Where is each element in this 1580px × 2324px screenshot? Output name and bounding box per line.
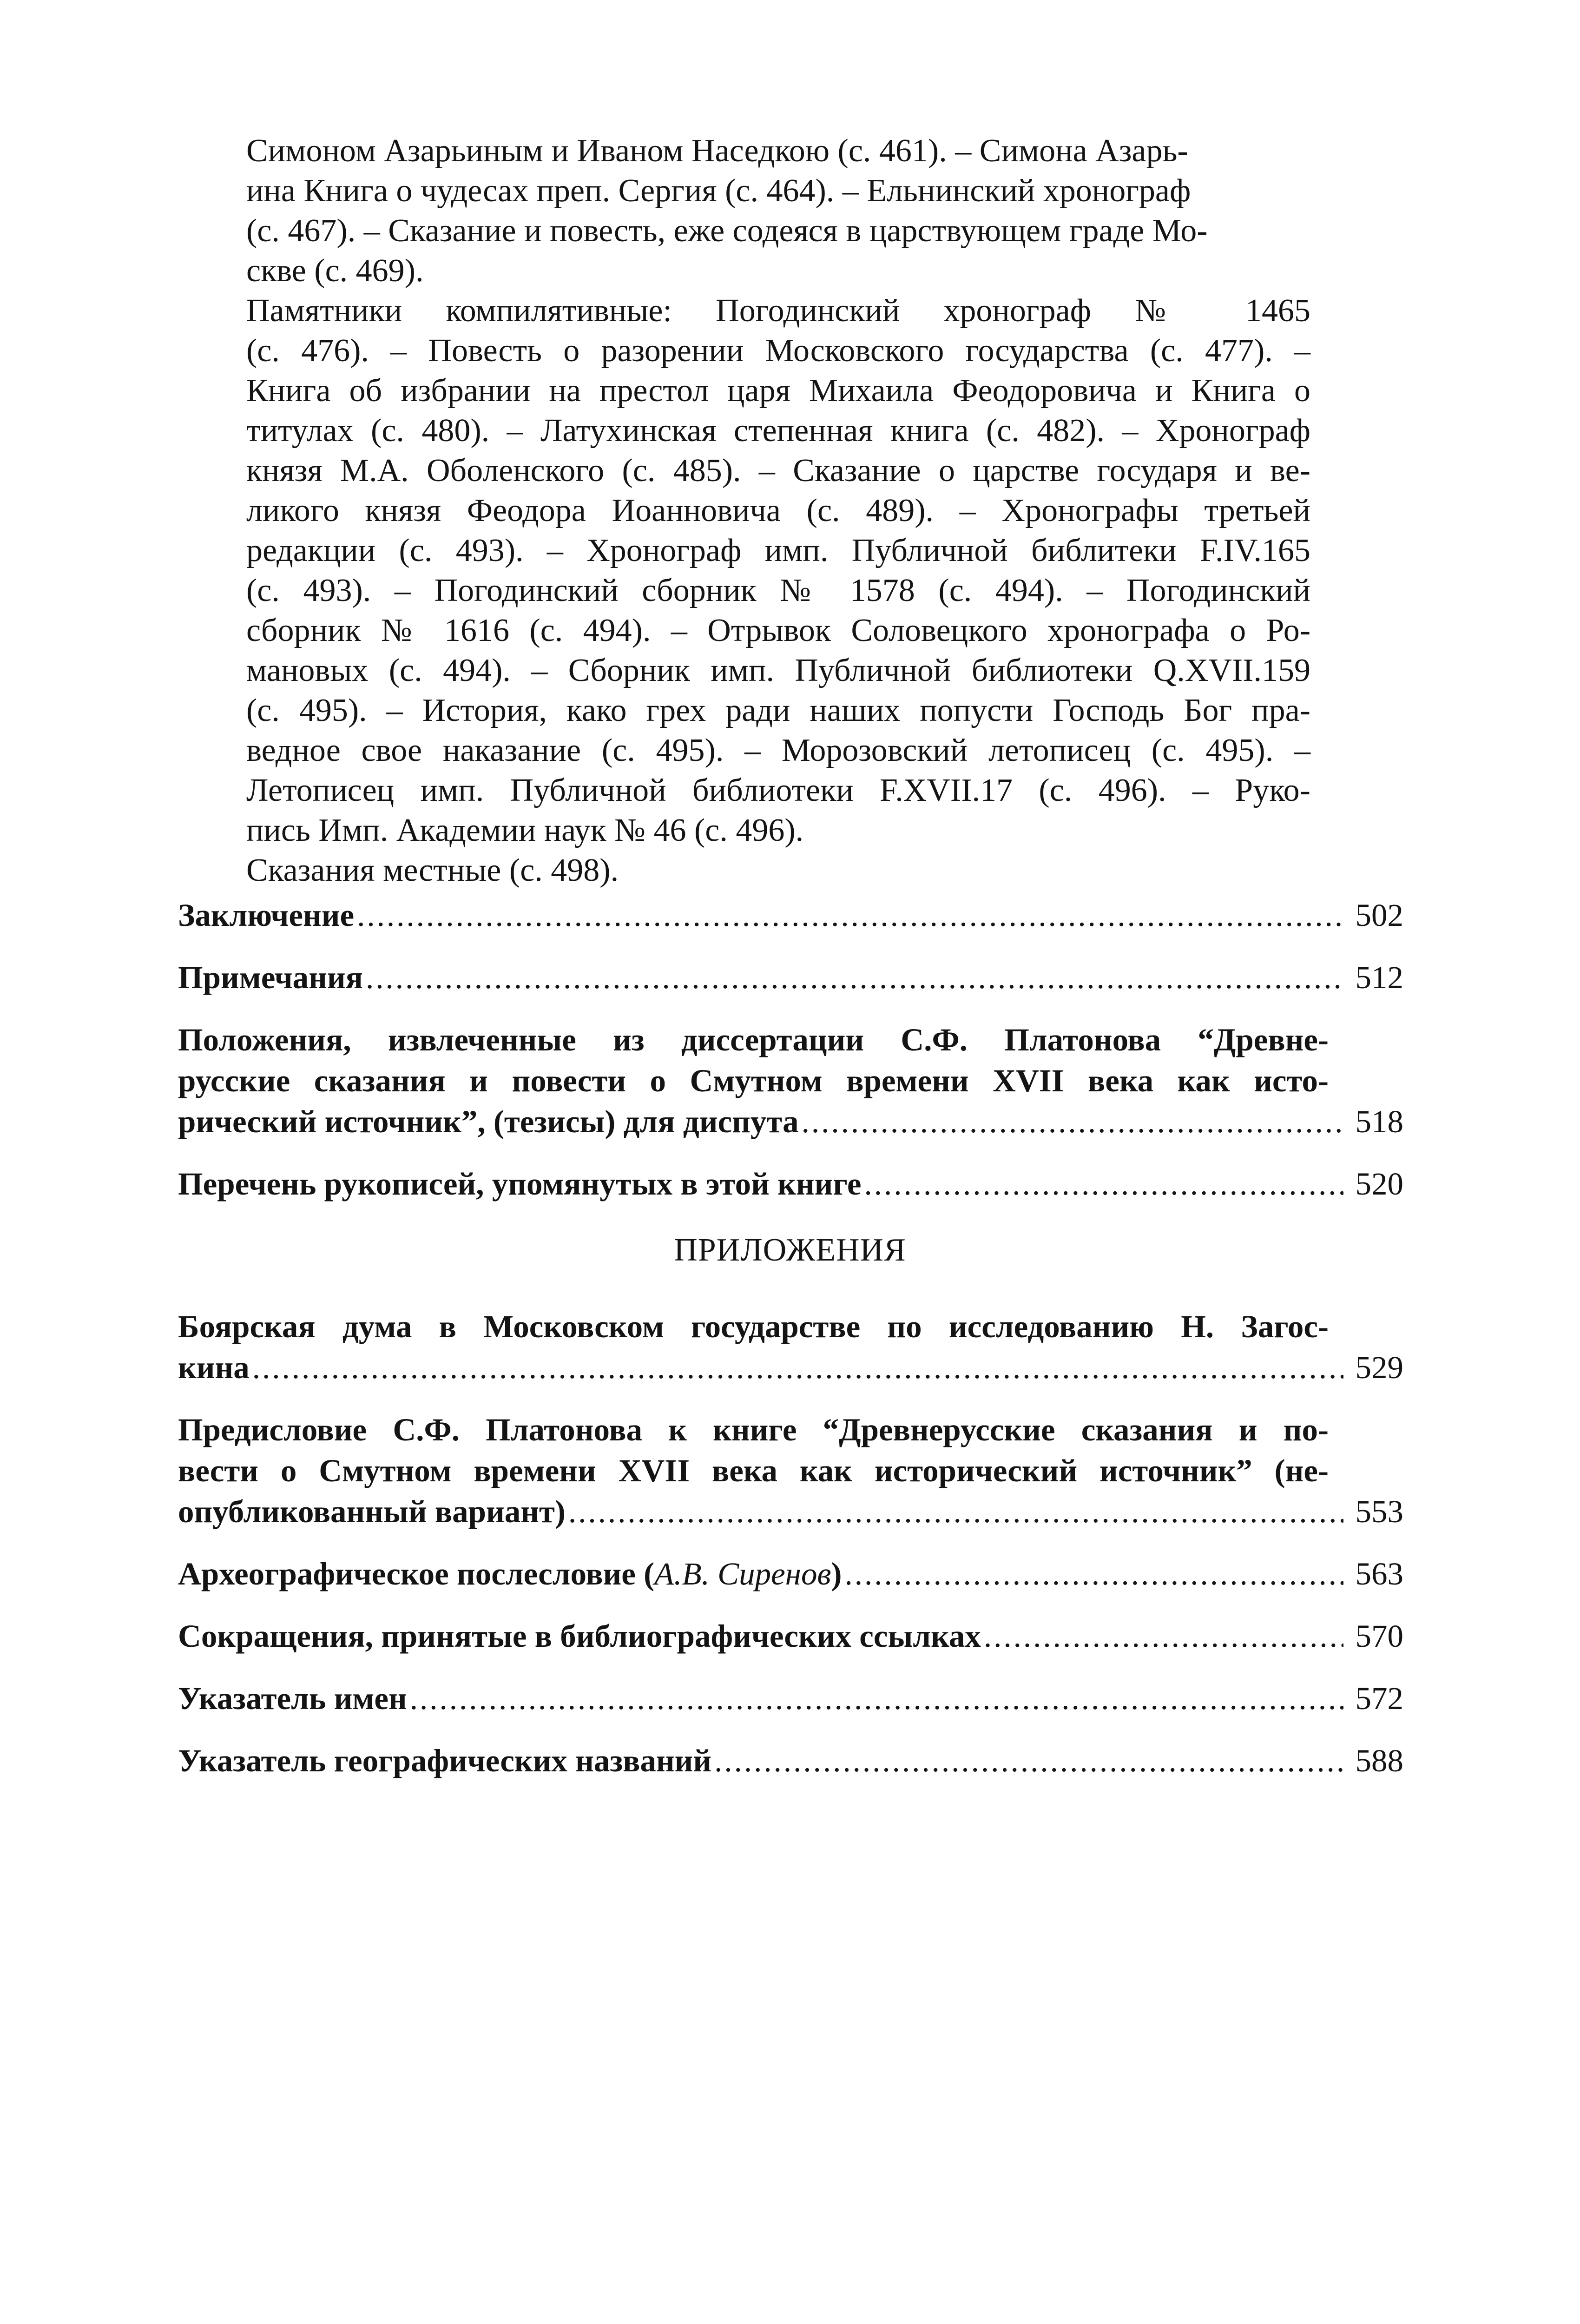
toc-entry-title-line: Предисловие С.Ф. Платонова к книге “Древнерусские сказания и по- (178, 1412, 1329, 1447)
toc-entry-preface[interactable] (178, 1409, 1403, 1532)
dot-leader (252, 1347, 1343, 1388)
dot-leader (714, 1740, 1343, 1781)
text-line: мановых (с. 494). – Сборник имп. Публичной библиотеки Q.XVII.159 (246, 653, 1310, 688)
toc-line (178, 1553, 1403, 1594)
dot-leader (568, 1491, 1343, 1532)
toc-page-number: 572 (1355, 1681, 1403, 1716)
dot-leader (844, 1553, 1343, 1594)
toc-entry-abbreviations[interactable] (178, 1616, 1403, 1657)
toc-entry-author: А.В. Сиренов (654, 1556, 831, 1591)
table-of-contents-appendices (178, 1306, 1403, 1802)
dot-leader (984, 1616, 1343, 1657)
toc-entry-conclusion[interactable] (178, 895, 1403, 936)
toc-entry-notes[interactable] (178, 957, 1403, 998)
toc-entry-title: Примечания (178, 960, 363, 995)
dot-leader (357, 895, 1343, 936)
toc-page-number: 529 (1355, 1350, 1403, 1385)
dot-leader (864, 1163, 1343, 1204)
toc-entry-title-line: вести о Смутном времени XVII века как исторический источник” (не- (178, 1453, 1329, 1488)
dot-leader (366, 957, 1343, 998)
text-line: князя М.А. Оболенского (с. 485). – Сказание о царстве государя и ве- (246, 453, 1310, 489)
text-line: сборник № 1616 (с. 494). – Отрывок Соловецкого хронографа о Ро- (246, 613, 1310, 648)
toc-entry-title: Сокращения, принятые в библиографических ссылках (178, 1618, 981, 1654)
table-of-contents-main (178, 895, 1403, 1226)
text-line: (с. 467). – Сказание и повесть, еже содеяся в царствующем граде Мо- (246, 213, 1208, 249)
toc-page-number: 588 (1355, 1743, 1403, 1778)
toc-entry-title-line: кина (178, 1350, 250, 1385)
contents-continuation (246, 131, 1310, 891)
toc-entry-title: Указатель имен (178, 1681, 407, 1716)
text-line: (с. 493). – Погодинский сборник № 1578 (с. 494). – Погодинский (246, 573, 1310, 608)
text-line: скве (с. 469). (246, 253, 424, 289)
toc-line (178, 1740, 1403, 1781)
text-line: ликого князя Феодора Иоанновича (с. 489). – Хронографы третьей (246, 493, 1310, 528)
toc-entry-title (178, 1553, 842, 1594)
toc-page-number: 553 (1355, 1494, 1403, 1529)
toc-page-number: 502 (1355, 898, 1403, 933)
toc-entry-title: Указатель географических названий (178, 1743, 712, 1778)
toc-line (178, 1491, 1403, 1532)
toc-entry-title-line: Положения, извлеченные из диссертации С.Ф. Платонова “Древне- (178, 1022, 1329, 1057)
paragraph-compilations (246, 291, 1310, 851)
text-line: Памятники компилятивные: Погодинский хронограф № 1465 (246, 293, 1310, 329)
toc-page-number: 563 (1355, 1556, 1403, 1591)
text-line: (с. 476). – Повесть о разорении Московского государства (с. 477). – (246, 333, 1310, 369)
toc-entry-title-line: опубликованный вариант) (178, 1494, 566, 1529)
toc-entry-afterword[interactable] (178, 1553, 1403, 1594)
toc-entry-title-line: рический источник”, (тезисы) для диспута (178, 1104, 799, 1139)
text-line: Летописец имп. Публичной библиотеки F.XVII.17 (с. 496). – Руко- (246, 772, 1310, 808)
toc-entry-name-index[interactable] (178, 1678, 1403, 1719)
toc-page-number: 518 (1355, 1104, 1403, 1139)
toc-line (178, 1616, 1403, 1657)
toc-entry-title: Заключение (178, 898, 355, 933)
toc-entry-title-line: Боярская дума в Московском государстве по исследованию Н. Загос- (178, 1309, 1329, 1344)
toc-entry-title-text: Археографическое послесловие ( (178, 1556, 655, 1591)
text-line: титулах (с. 480). – Латухинская степенная книга (с. 482). – Хронограф (246, 413, 1310, 449)
toc-page-number: 570 (1355, 1618, 1403, 1654)
text-line: (с. 495). – История, како грех ради наших попусти Господь Бог пра- (246, 693, 1310, 728)
section-heading-appendices: ПРИЛОЖЕНИЯ (674, 1232, 906, 1268)
text-line: пись Имп. Академии наук № 46 (с. 496). (246, 812, 804, 848)
text-line: Симоном Азарьиным и Иваном Наседкою (с. 461). – Симона Азарь- (246, 133, 1188, 169)
dot-leader (802, 1101, 1343, 1142)
toc-line (178, 1347, 1403, 1388)
paragraph-local-tales (246, 851, 1310, 891)
text-line: ведное свое наказание (с. 495). – Морозовский летописец (с. 495). – (246, 733, 1310, 768)
toc-line (178, 1678, 1403, 1719)
text-line: редакции (с. 493). – Хронограф имп. Публичной библитеки F.IV.165 (246, 533, 1310, 568)
text-line: Книга об избрании на престол царя Михаила Феодоровича и Книга о (246, 373, 1310, 409)
toc-entry-geo-index[interactable] (178, 1740, 1403, 1781)
toc-entry-theses[interactable] (178, 1019, 1403, 1142)
toc-line (178, 957, 1403, 998)
dot-leader (410, 1678, 1343, 1719)
toc-entry-title-line: русские сказания и повести о Смутном времени XVII века как исто- (178, 1063, 1329, 1098)
paragraph-sources (246, 131, 1310, 291)
toc-entry-boyar-duma[interactable] (178, 1306, 1403, 1388)
toc-line (178, 895, 1403, 936)
toc-entry-manuscripts[interactable] (178, 1163, 1403, 1204)
toc-entry-title-close: ) (831, 1556, 842, 1591)
text-line: Сказания местные (с. 498). (246, 852, 619, 888)
toc-line (178, 1101, 1403, 1142)
text-line: ина Книга о чудесах преп. Сергия (с. 464). – Ельнинский хронограф (246, 173, 1191, 209)
toc-entry-title: Перечень рукописей, упомянутых в этой книге (178, 1166, 862, 1202)
toc-page-number: 512 (1355, 960, 1403, 995)
toc-line (178, 1163, 1403, 1204)
toc-page-number: 520 (1355, 1166, 1403, 1202)
